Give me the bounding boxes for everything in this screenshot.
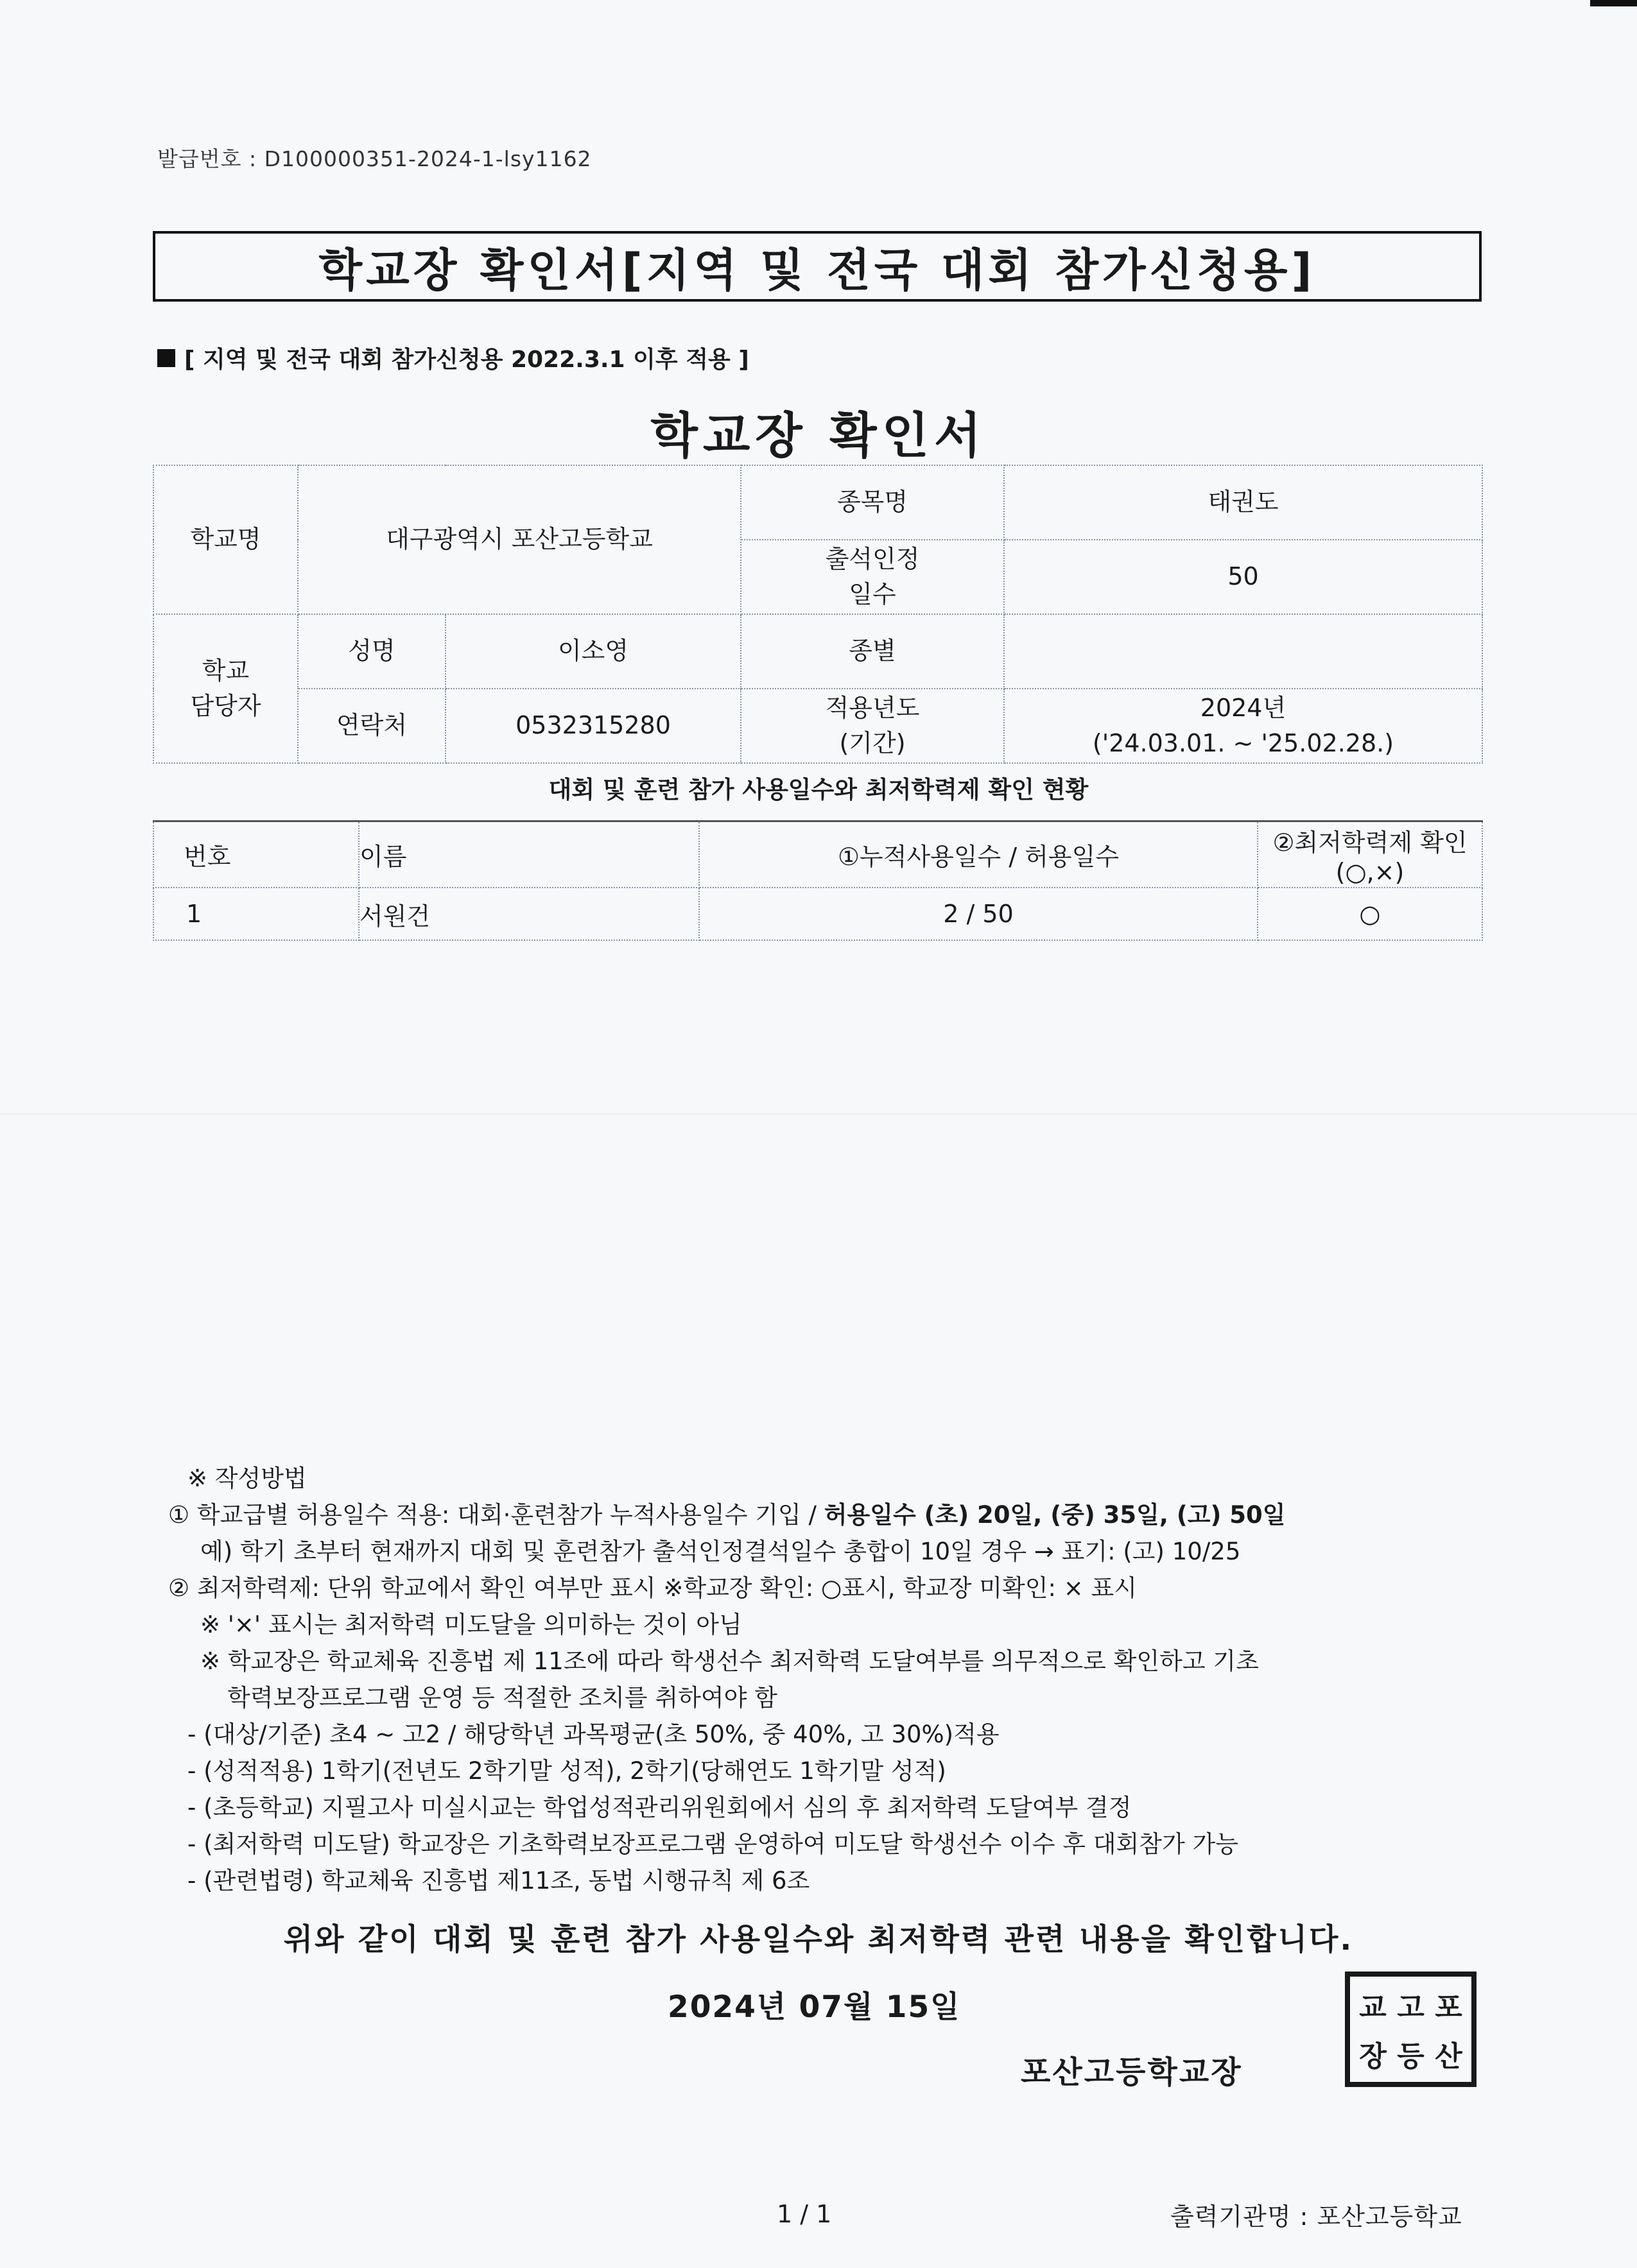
staff-label-line2: 담당자 bbox=[190, 692, 261, 720]
main-title: 학교장 확인서 bbox=[650, 407, 987, 464]
type-label: 종별 bbox=[741, 614, 1004, 689]
year-value-line1: 2024년 bbox=[1200, 693, 1286, 722]
contact-label: 연락처 bbox=[298, 689, 446, 763]
info-table bbox=[153, 465, 1483, 764]
detail-5: - (관련법령) 학교체육 진흥법 제11조, 동법 시행규칙 제 6조 bbox=[187, 1867, 810, 1894]
year-label-line1: 적용년도 bbox=[825, 693, 920, 722]
detail-2: - (성적적용) 1학기(전년도 2학기말 성적), 2학기(당해연도 1학기말 성적) bbox=[187, 1757, 946, 1785]
year-value-line2: ('24.03.01. ~ '25.02.28.) bbox=[1092, 729, 1394, 757]
scan-fold-line bbox=[0, 1113, 1637, 1115]
principal-title: 포산고등학교장 bbox=[1021, 2054, 1243, 2090]
note-1-example: 예) 학기 초부터 현재까지 대회 및 훈련참가 출석인정결석일수 총합이 10일 경우 → 표기: (고) 10/25 bbox=[200, 1538, 1241, 1565]
status-table bbox=[153, 820, 1483, 941]
section-title: 대회 및 훈련 참가 사용일수와 최저학력제 확인 현황 bbox=[548, 776, 1089, 803]
detail-4: - (최저학력 미도달) 학교장은 기초학력보장프로그램 운영하여 미도달 학생선수 이수 후 대회참가 가능 bbox=[187, 1830, 1239, 1858]
header-usage-days: ①누적사용일수 / 허용일수 bbox=[699, 821, 1258, 888]
year-value bbox=[1004, 689, 1482, 763]
staff-label bbox=[153, 614, 298, 763]
type-value bbox=[1004, 614, 1482, 689]
scan-edge-mark bbox=[1590, 0, 1637, 6]
note-2-sub2b: 학력보장프로그램 운영 등 적절한 조치를 취하여야 함 bbox=[227, 1684, 777, 1712]
header-number: 번호 bbox=[153, 821, 359, 888]
contact-value: 0532315280 bbox=[446, 689, 741, 763]
row-min-academic: ○ bbox=[1258, 888, 1482, 940]
confirmation-statement: 위와 같이 대회 및 훈련 참가 사용일수와 최저학력 관련 내용을 확인합니다. bbox=[283, 1922, 1354, 1957]
square-bullet-icon bbox=[157, 349, 175, 367]
name-value: 이소영 bbox=[446, 614, 741, 689]
subheading bbox=[157, 341, 749, 374]
name-label: 성명 bbox=[298, 614, 446, 689]
sport-value: 태권도 bbox=[1004, 465, 1482, 540]
row-name: 서원건 bbox=[359, 888, 699, 940]
attendance-value: 50 bbox=[1004, 540, 1482, 614]
notes-heading: ※ 작성방법 bbox=[187, 1465, 307, 1492]
writing-instructions bbox=[168, 1460, 1491, 1899]
sport-label: 종목명 bbox=[741, 465, 1004, 540]
detail-3: - (초등학교) 지필고사 미실시교는 학업성적관리위원회에서 심의 후 최저학력 도달여부 결정 bbox=[187, 1794, 1132, 1821]
table-row bbox=[153, 888, 1482, 940]
page-number: 1 / 1 bbox=[777, 2200, 832, 2228]
note-2-sub2a: ※ 학교장은 학교체육 진흥법 제 11조에 따라 학생선수 최저학력 도달여부를 의무적으로 확인하고 기초 bbox=[200, 1647, 1259, 1675]
attendance-label-line2: 일수 bbox=[849, 580, 896, 608]
issue-date: 2024년 07월 15일 bbox=[668, 1989, 961, 2025]
row-number: 1 bbox=[153, 888, 359, 940]
note-2: ② 최저학력제: 단위 학교에서 확인 여부만 표시 ※학교장 확인: ○표시, 학교장 미확인: × 표시 bbox=[168, 1574, 1137, 1602]
row-usage-days: 2 / 50 bbox=[699, 888, 1258, 940]
header-name: 이름 bbox=[359, 821, 699, 888]
document-title: 학교장 확인서[지역 및 전국 대회 참가신청용] bbox=[153, 231, 1482, 302]
note-1-allowed-days: 허용일수 (초) 20일, (중) 35일, (고) 50일 bbox=[824, 1501, 1286, 1529]
school-label: 학교명 bbox=[153, 465, 298, 614]
attendance-label-line1: 출석인정 bbox=[825, 544, 920, 573]
issue-number: 발급번호 : D100000351-2024-1-lsy1162 bbox=[157, 146, 592, 171]
header-min-academic: ②최저학력제 확인(○,×) bbox=[1258, 821, 1482, 888]
school-value: 대구광역시 포산고등학교 bbox=[298, 465, 741, 614]
year-label bbox=[741, 689, 1004, 763]
year-label-line2: (기간) bbox=[839, 729, 906, 757]
issuing-institution: 출력기관명 : 포산고등학교 bbox=[1170, 2203, 1462, 2231]
subheading-text: [ 지역 및 전국 대회 참가신청용 2022.3.1 이후 적용 ] bbox=[184, 347, 749, 373]
attendance-label bbox=[741, 540, 1004, 614]
note-2-sub1: ※ '×' 표시는 최저학력 미도달을 의미하는 것이 아님 bbox=[200, 1611, 742, 1638]
detail-1: - (대상/기준) 초4 ~ 고2 / 해당학년 과목평균(초 50%, 중 40%, 고 30%)적용 bbox=[187, 1721, 1000, 1748]
note-1-text: ① 학교급별 허용일수 적용: 대회·훈련참가 누적사용일수 기입 / bbox=[168, 1501, 824, 1529]
principal-seal-stamp: 교 고 포 장 등 산 bbox=[1345, 1972, 1477, 2087]
note-1 bbox=[168, 1497, 1491, 1533]
staff-label-line1: 학교 bbox=[202, 656, 250, 685]
